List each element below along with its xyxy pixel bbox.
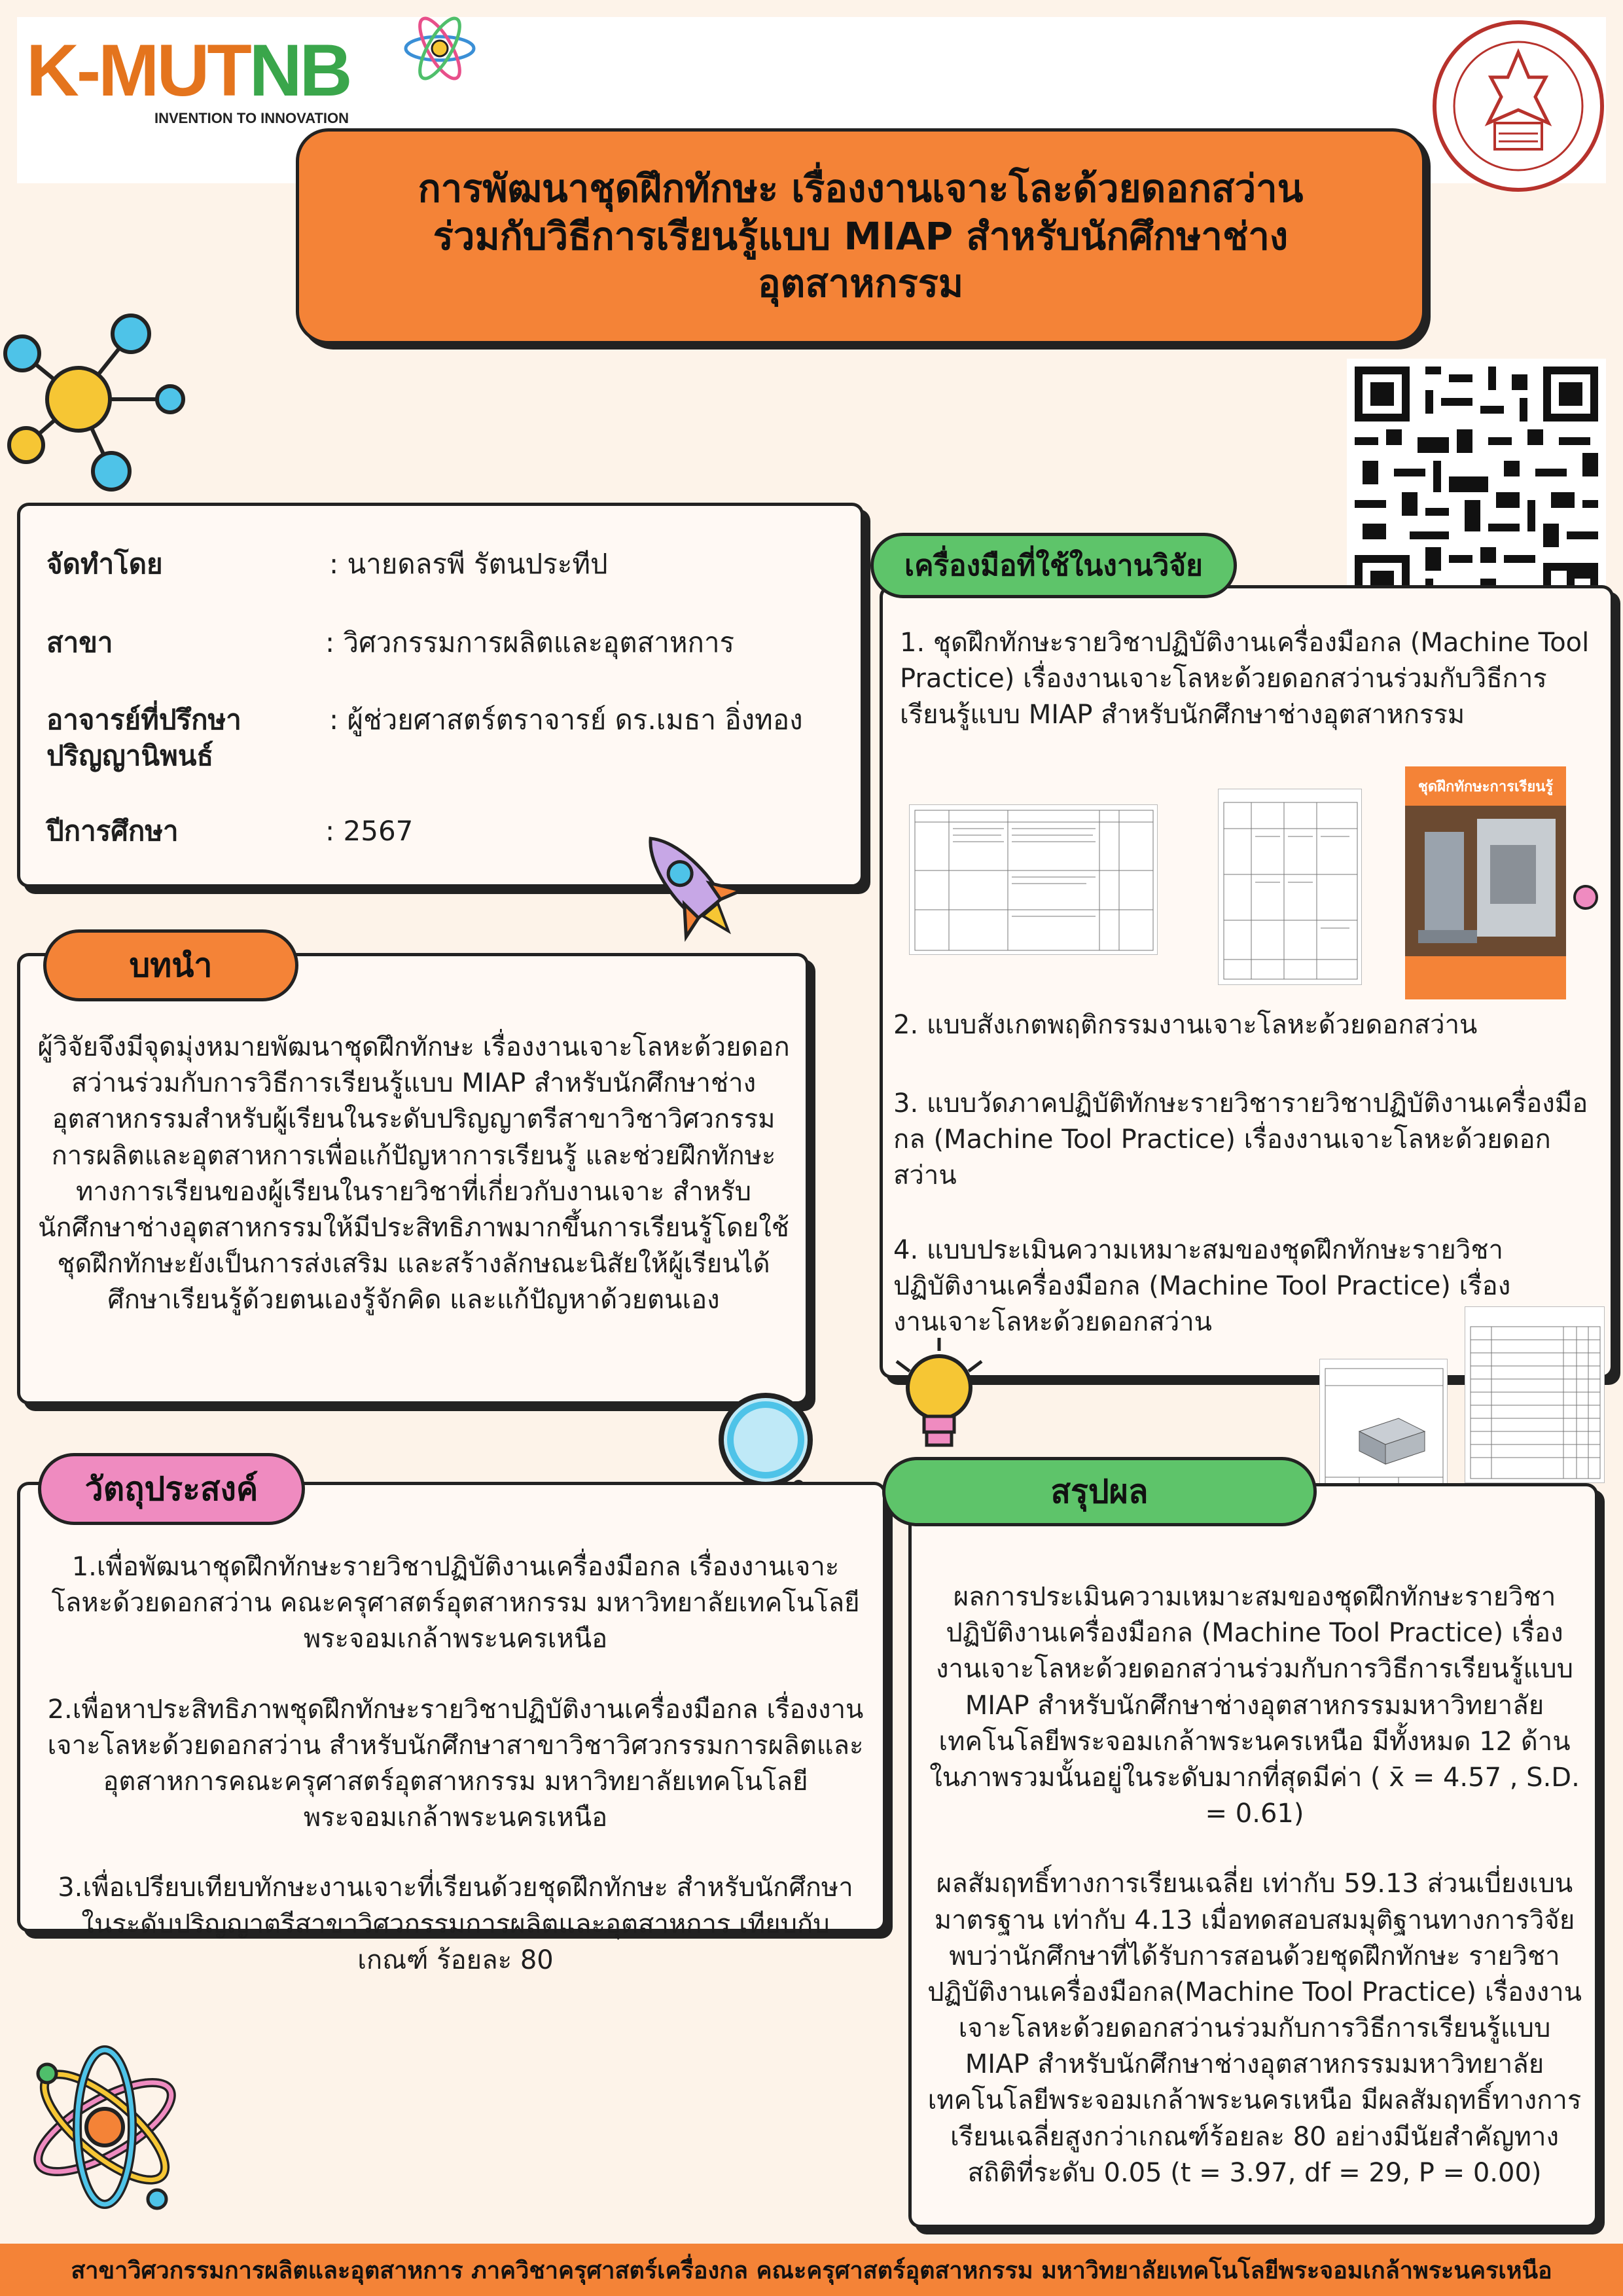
- tool-item-3: 3. แบบวัดภาคปฏิบัติทักษะรายวิชารายวิชาปฏิบัติงานเครื่องมือกล (Machine Tool Practice) เรื่องงานเจาะโลหะด้วยดอกสว่าน: [893, 1088, 1588, 1191]
- atom-icon: [401, 9, 479, 88]
- conclusion-paragraph: ผลการประเมินความเหมาะสมของชุดฝึกทักษะรายวิชาปฏิบัติงานเครื่องมือกล (Machine Tool Practice) เรื่องงานเจาะโลหะด้วยดอกสว่านร่วมกับการวิธีการเรียนรู้แบบ MIAP สำหรับนักศึกษาช่างอุตสาหกรรมมหาวิทยาลัยเทคโนโลยีพระจอมเกล้าพระนครเหนือ มีทั้งหมด 12 ด้าน ในภาพรวมนั้นอยู่ในระดับมากที่สุดมีค่า ( x̄ = 4.57 , S.D. = 0.61): [929, 1582, 1580, 1829]
- form-thumbnail-image: [909, 804, 1158, 955]
- conclusion-card: [908, 1483, 1598, 2228]
- university-logo: [26, 29, 353, 126]
- poster-title: [296, 128, 1425, 344]
- footer-text: สาขาวิศวกรรมการผลิตและอุตสาหการ ภาควิชาครุศาสตร์เครื่องกล คณะครุศาสตร์อุตสาหกรรม มหาวิทยาลัยเทคโนโลยีพระจอมเกล้าพระนครเหนือ: [71, 2257, 1552, 2284]
- logo-main: K-MUT: [26, 29, 249, 111]
- lightbulb-icon: [883, 1335, 995, 1460]
- advisor-label: อาจารย์ที่ปรึกษาปริญญานิพนธ์: [46, 704, 241, 772]
- tool-item-1: 1. ชุดฝึกทักษะรายวิชาปฏิบัติงานเครื่องมือกล (Machine Tool Practice) เรื่องงานเจาะโลหะด้วยดอกสว่านร่วมกับวิธีการเรียนรู้แบบ MIAP สำหรับนักศึกษาช่างอุตสาหกรรม: [900, 628, 1590, 730]
- tools-heading: [870, 533, 1237, 598]
- booklet-cover-title: ชุดฝึกทักษะการเรียนรู้: [1405, 766, 1566, 806]
- tool-item-4: 4. แบบประเมินความเหมาะสมของชุดฝึกทักษะรายวิชาปฏิบัติงานเครื่องมือกล (Machine Tool Practice) เรื่องงานเจาะโลหะด้วยดอกสว่าน: [893, 1235, 1511, 1338]
- intro-heading-label: บทนำ: [129, 946, 213, 984]
- title-line: อุตสาหกรรม: [757, 261, 964, 306]
- observation-form-thumbnail-image: [1218, 789, 1362, 985]
- university-seal-icon: [1431, 18, 1606, 194]
- intro-card: [17, 953, 809, 1405]
- logo-accent: NB: [249, 29, 350, 111]
- rocket-icon: [623, 818, 754, 949]
- advisor-value: : ผู้ช่วยศาสตร์ตราจารย์ ดร.เมธา อิ่งทอง: [329, 704, 803, 736]
- objective-item: 1.เพื่อพัฒนาชุดฝึกทักษะรายวิชาปฏิบัติงานเครื่องมือกล เรื่องงานเจาะโลหะด้วยดอกสว่าน คณะครุศาสตร์อุตสาหกรรม มหาวิทยาลัยเทคโนโลยีพระจอมเกล้าพระนครเหนือ: [51, 1552, 860, 1655]
- conclusion-text: [927, 1579, 1582, 2225]
- objectives-heading-label: วัตถุประสงค์: [84, 1469, 259, 1508]
- tools-card: [880, 585, 1614, 1378]
- decor-dot: [1573, 885, 1598, 910]
- objectives-heading: [38, 1453, 305, 1525]
- footer: [0, 2244, 1623, 2296]
- year-label: ปีการศึกษา: [46, 815, 179, 847]
- conclusion-heading-label: สรุปผล: [1050, 1472, 1149, 1511]
- molecule-icon: [0, 308, 196, 497]
- logo-tagline: INVENTION TO INNOVATION: [154, 110, 349, 126]
- conclusion-heading: [882, 1457, 1317, 1526]
- conclusion-paragraph: ผลสัมฤทธิ์ทางการเรียนเฉลี่ย เท่ากับ 59.13 ส่วนเบี่ยงเบนมาตรฐาน เท่ากับ 4.13 เมื่อทดสอบสมมุติฐานทางการวิจัยพบว่านักศึกษาที่ได้รับการสอนด้วยชุดฝึกทักษะ รายวิชาปฏิบัติงานเครื่องมือกล(Machine Tool Practice) เรื่องงานเจาะโลหะด้วยดอกสว่านร่วมกับการวิธีการเรียนรู้แบบ MIAP สำหรับนักศึกษาช่างอุตสาหกรรมมหาวิทยาลัยเทคโนโลยีพระจอมเกล้าพระนครเหนือ มีผลสัมฤทธิ์ทางการเรียนเฉลี่ยสูงกว่าเกณฑ์ร้อยละ 80 อย่างมีนัยสำคัญทางสถิติที่ระดับ 0.05 (t = 3.97, df = 29, P = 0.00): [927, 1869, 1582, 2188]
- tool-item-2: 2. แบบสังเกตพฤติกรรมงานเจาะโลหะด้วยดอกสว่าน: [893, 1010, 1478, 1040]
- author-value: : นายดลรพี รัตนประทีป: [329, 548, 608, 580]
- objective-item: 2.เพื่อหาประสิทธิภาพชุดฝึกทักษะรายวิชาปฏิบัติงานเครื่องมือกล เรื่องงานเจาะโลหะด้วยดอกสว่าน สำหรับนักศึกษาสาขาวิชาวิศวกรรมการผลิตและอุตสาหการคณะครุศาสตร์อุตสาหกรรม มหาวิทยาลัยเทคโนโลยีพระจอมเกล้าพระนครเหนือ: [47, 1694, 864, 1833]
- major-label: สาขา: [46, 626, 113, 658]
- author-label: จัดทำโดย: [46, 548, 163, 580]
- booklet-cover-image: [1405, 766, 1566, 999]
- intro-heading: [43, 929, 298, 1001]
- objectives-list: [46, 1549, 865, 2013]
- intro-text: ผู้วิจัยจึงมีจุดมุ่งหมายพัฒนาชุดฝึกทักษะ เรื่องงานเจาะโลหะด้วยดอกสว่านร่วมกับการวิธีการเรียนรู้แบบ MIAP สำหรับนักศึกษาช่างอุตสาหกรรมสำหรับผู้เรียนในระดับปริญญาตรีสาขาวิชาวิศวกรรมการผลิตและอุตสาหการเพื่อแก้ปัญหาการเรียนรู้ และช่วยฝึกทักษะทางการเรียนของผู้เรียนในรายวิชาที่เกี่ยวกับงานเจาะ สำหรับนักศึกษาช่างอุตสาหกรรมให้มีประสิทธิภาพมากขึ้นการเรียนรู้โดยใช้ชุดฝึกทักษะยังเป็นการส่งเสริม และสร้างลักษณะนิสัยให้ผู้เรียนได้ศึกษาเรียนรู้ด้วยตนเองรู้จักคิด และแก้ปัญหาด้วยตนเอง: [37, 1032, 790, 1316]
- evaluation-form-thumbnail-image: [1465, 1306, 1605, 1483]
- qr-code-icon: [1347, 359, 1606, 618]
- title-line: การพัฒนาชุดฝึกทักษะ เรื่องงานเจาะโละด้วยดอกสว่าน: [418, 166, 1304, 211]
- major-value: : วิศวกรรมการผลิตและอุตสาหการ: [325, 626, 735, 658]
- atom-icon: [20, 2036, 190, 2219]
- title-line: ร่วมกับวิธีการเรียนรู้แบบ MIAP สำหรับนักศึกษาช่าง: [433, 213, 1289, 259]
- objective-item: 3.เพื่อเปรียบเทียบทักษะงานเจาะที่เรียนด้วยชุดฝึกทักษะ สำหรับนักศึกษาในระดับปริญญาตรีสาขาวิศวกรรมการผลิตและอุตสาหการ เทียบกับเกณฑ์ ร้อยละ 80: [58, 1873, 853, 1975]
- objectives-card: [17, 1482, 886, 1975]
- year-value: : 2567: [325, 815, 414, 847]
- tools-heading-label: เครื่องมือที่ใช้ในงานวิจัย: [904, 549, 1203, 583]
